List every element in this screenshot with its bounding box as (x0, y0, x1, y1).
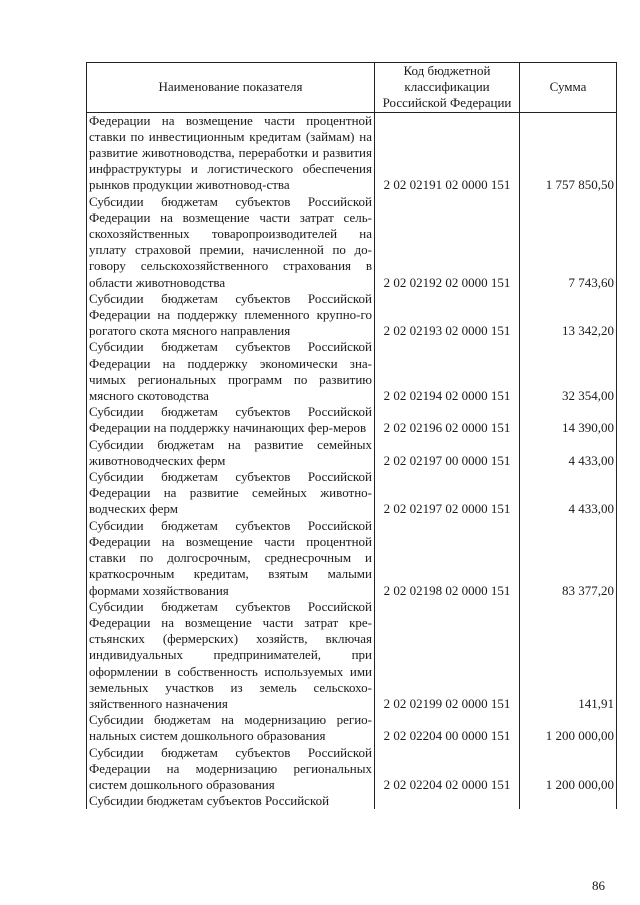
header-name: Наименование показателя (87, 63, 375, 113)
table-header-row (87, 63, 617, 113)
row-name: Субсидии бюджетам на модернизацию регио-нальных систем дошкольного образования (87, 712, 375, 744)
row-name: Федерации на возмещение части процентной ставки по инвестиционным кредитам (займам) на развитие животноводства, переработки и развития инфраструктуры и логистического обеспечения рынков продукции животновод-ства (87, 112, 375, 194)
table-row (87, 793, 617, 809)
row-code: 2 02 02204 00 0000 151 (375, 712, 520, 744)
table-row (87, 469, 617, 518)
row-sum: 83 377,20 (520, 518, 617, 599)
budget-table (86, 62, 617, 809)
table-row (87, 194, 617, 291)
row-code: 2 02 02204 02 0000 151 (375, 745, 520, 794)
row-sum: 4 433,00 (520, 469, 617, 518)
row-sum: 141,91 (520, 599, 617, 712)
row-sum: 13 342,20 (520, 291, 617, 340)
row-name: Субсидии бюджетам субъектов Российской Федерации на поддержку племенного крупно-го рогатого скота мясного направления (87, 291, 375, 340)
row-code: 2 02 02194 02 0000 151 (375, 339, 520, 404)
table-row (87, 291, 617, 340)
row-code: 2 02 02196 02 0000 151 (375, 404, 520, 436)
table-row (87, 339, 617, 404)
row-code: 2 02 02198 02 0000 151 (375, 518, 520, 599)
row-name: Субсидии бюджетам субъектов Российской (87, 793, 375, 809)
row-sum: 1 200 000,00 (520, 745, 617, 794)
header-sum: Сумма (520, 63, 617, 113)
row-name: Субсидии бюджетам на развитие семейных животноводческих ферм (87, 437, 375, 469)
row-sum: 1 757 850,50 (520, 112, 617, 194)
row-sum (520, 793, 617, 809)
row-name: Субсидии бюджетам субъектов Российской Федерации на поддержку начинающих фер-меров (87, 404, 375, 436)
row-sum: 32 354,00 (520, 339, 617, 404)
row-code: 2 02 02197 00 0000 151 (375, 437, 520, 469)
table-row (87, 112, 617, 194)
row-code: 2 02 02193 02 0000 151 (375, 291, 520, 340)
row-name: Субсидии бюджетам субъектов Российской Федерации на поддержку экономически зна-чимых региональных программ по развитию мясного скотоводства (87, 339, 375, 404)
row-name: Субсидии бюджетам субъектов Российской Федерации на развитие семейных животно-водческих ферм (87, 469, 375, 518)
table-row (87, 437, 617, 469)
table-row (87, 404, 617, 436)
row-code (375, 793, 520, 809)
row-code: 2 02 02197 02 0000 151 (375, 469, 520, 518)
header-code: Код бюджетной классификации Российской Федерации (375, 63, 520, 113)
row-name: Субсидии бюджетам субъектов Российской Федерации на возмещение части затрат сель-скохозяйственных товаропроизводителей на уплату страховой премии, начисленной по до-говору сельскохозяйственного страхования в области животноводства (87, 194, 375, 291)
row-name: Субсидии бюджетам субъектов Российской Федерации на возмещение части затрат кре-стьянских (фермерских) хозяйств, включая индивидуальных предпринимателей, при оформлении в собственность используемых ими земельных участков из земель сельскохо-зяйственного назначения (87, 599, 375, 712)
row-code: 2 02 02199 02 0000 151 (375, 599, 520, 712)
table-row (87, 599, 617, 712)
row-sum: 7 743,60 (520, 194, 617, 291)
table-row (87, 518, 617, 599)
row-code: 2 02 02192 02 0000 151 (375, 194, 520, 291)
table-row (87, 712, 617, 744)
row-sum: 14 390,00 (520, 404, 617, 436)
row-sum: 4 433,00 (520, 437, 617, 469)
table-row (87, 745, 617, 794)
row-name: Субсидии бюджетам субъектов Российской Федерации на возмещение части процентной ставки по долгосрочным, среднесрочным и краткосрочным кредитам, взятым малыми формами хозяйствования (87, 518, 375, 599)
row-name: Субсидии бюджетам субъектов Российской Федерации на модернизацию региональных систем дошкольного образования (87, 745, 375, 794)
page-number: 86 (592, 878, 605, 893)
row-code: 2 02 02191 02 0000 151 (375, 112, 520, 194)
row-sum: 1 200 000,00 (520, 712, 617, 744)
